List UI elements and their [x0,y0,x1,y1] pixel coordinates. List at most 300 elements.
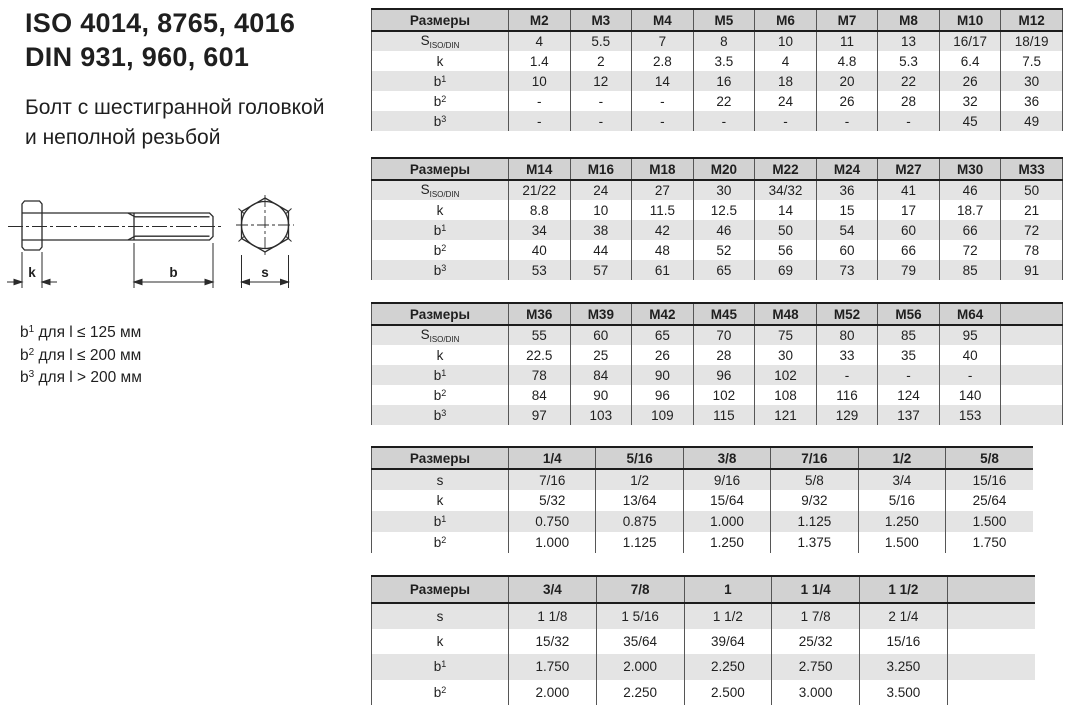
table-row [372,629,1036,655]
row-label: $b^1$ [372,71,509,91]
value-cell: 34 [509,220,571,240]
column-header: 1 1/4 [772,576,860,603]
value-cell: 14 [755,200,817,220]
value-cell: 42 [632,220,694,240]
column-header: M39 [570,303,632,325]
table-row [372,31,1063,51]
column-header: Размеры [372,447,509,469]
value-cell: 140 [939,385,1001,405]
value-cell: 18/19 [1001,31,1063,51]
value-cell: 2 [570,51,632,71]
column-header: 3/4 [509,576,597,603]
column-header: M7 [816,9,878,31]
value-cell: 103 [570,405,632,425]
value-cell: 4.8 [816,51,878,71]
value-cell [947,680,1035,706]
value-cell: 115 [693,405,755,425]
column-header: M42 [632,303,694,325]
table-row [372,91,1063,111]
column-header: M30 [939,158,1001,180]
table-row [372,200,1063,220]
table-row [372,51,1063,71]
value-cell: 8.8 [509,200,571,220]
value-cell: 1.750 [509,654,597,680]
column-header: Размеры [372,158,509,180]
value-cell: 95 [939,325,1001,345]
value-cell: 30 [693,180,755,200]
column-header: 7/16 [771,447,858,469]
table-row [372,180,1063,200]
value-cell: 15/64 [683,490,770,511]
table-row [372,511,1034,532]
value-cell: 1.4 [509,51,571,71]
row-label: s [372,469,509,490]
value-cell: 1.250 [858,511,945,532]
dimensions-table-5 [371,575,1035,705]
value-cell: 7.5 [1001,51,1063,71]
subtitle-line1: Болт с шестигранной головкой [25,96,325,119]
standard-title-din: DIN 931, 960, 601 [25,42,250,72]
value-cell: 5/16 [858,490,945,511]
value-cell: 1.125 [771,511,858,532]
row-label: $S_{ISO/DIN}$ [372,180,509,200]
centerlines [8,195,294,255]
value-cell: 0.750 [509,511,596,532]
value-cell: 13 [878,31,940,51]
value-cell: 129 [816,405,878,425]
value-cell: 3.000 [772,680,860,706]
dim-label-s: s [261,265,269,280]
row-label: k [436,347,444,363]
column-header: M64 [939,303,1001,325]
value-cell: 5/32 [509,490,596,511]
value-cell: 84 [570,365,632,385]
table-header-row [372,303,1063,325]
value-cell: 28 [693,345,755,365]
value-cell: 15 [816,200,878,220]
column-header: M12 [1001,9,1063,31]
footnotes [20,320,142,388]
row-label: $b^2$ [433,684,447,700]
value-cell: 36 [1001,91,1063,111]
value-cell: 137 [878,405,940,425]
value-cell: 21/22 [509,180,571,200]
value-cell: 61 [632,260,694,280]
column-header: M14 [509,158,571,180]
value-cell: 90 [632,365,694,385]
value-cell: 65 [632,325,694,345]
value-cell: 2 1/4 [860,603,948,629]
value-cell: 6.4 [939,51,1001,71]
value-cell: 72 [939,240,1001,260]
column-header: 1/2 [858,447,945,469]
value-cell: 91 [1001,260,1063,280]
value-cell: 30 [1001,71,1063,91]
column-header: M2 [509,9,571,31]
column-header: M3 [570,9,632,31]
row-label: $b^2$ [433,387,447,403]
bolt-technical-drawing [2,185,362,300]
value-cell: 66 [878,240,940,260]
value-cell: - [816,111,878,131]
value-cell: 38 [570,220,632,240]
value-cell: 16/17 [939,31,1001,51]
value-cell [947,654,1035,680]
column-header: 1 1/2 [860,576,948,603]
value-cell: 34/32 [755,180,817,200]
value-cell: 9/16 [683,469,770,490]
value-cell: 60 [570,325,632,345]
standard-title-iso: ISO 4014, 8765, 4016 [25,8,296,38]
value-cell: 25 [570,345,632,365]
row-label: k [436,53,444,69]
value-cell [947,603,1035,629]
value-cell: 17 [878,200,940,220]
value-cell: 2.500 [684,680,772,706]
column-header [1001,303,1063,325]
value-cell: - [509,91,571,111]
column-header: 7/8 [596,576,684,603]
column-header: M22 [755,158,817,180]
value-cell [1001,345,1063,365]
value-cell: 80 [816,325,878,345]
value-cell: 35 [878,345,940,365]
value-cell: 2.000 [596,654,684,680]
row-label: $b^1$ [372,220,509,240]
table-row [372,345,1063,365]
column-header: M10 [939,9,1001,31]
value-cell: 1 1/2 [684,603,772,629]
value-cell: 7 [632,31,694,51]
column-header: M48 [755,303,817,325]
column-header: M52 [816,303,878,325]
value-cell: 22.5 [509,345,571,365]
value-cell: 9/32 [771,490,858,511]
value-cell [1001,365,1063,385]
value-cell: 66 [939,220,1001,240]
column-header: M4 [632,9,694,31]
value-cell: 1.000 [683,511,770,532]
column-header: M45 [693,303,755,325]
table-header-row [372,447,1034,469]
value-cell: 25/64 [946,490,1033,511]
value-cell: 124 [878,385,940,405]
note-line: $b^3$ для l > 200 мм [20,369,142,386]
note-line: $b^2$ для l ≤ 200 мм [20,346,142,364]
value-cell: 12 [570,71,632,91]
value-cell: 109 [632,405,694,425]
column-header: 5/16 [596,447,683,469]
value-cell: 33 [816,345,878,365]
column-header: M33 [1001,158,1063,180]
dim-label-k: k [28,265,36,280]
table-row [372,405,1063,425]
column-header: M20 [693,158,755,180]
value-cell: 16 [693,71,755,91]
table-row [372,260,1063,280]
value-cell: 26 [939,71,1001,91]
value-cell: 1.375 [771,532,858,553]
value-cell: 2.250 [596,680,684,706]
column-header: M5 [693,9,755,31]
value-cell: 65 [693,260,755,280]
value-cell: 90 [570,385,632,405]
value-cell: - [816,365,878,385]
table-row [372,654,1036,680]
table-row [372,490,1034,511]
dimensions-table-1 [371,8,1063,131]
value-cell: 22 [693,91,755,111]
value-cell: 48 [632,240,694,260]
table-row [372,365,1063,385]
value-cell: 27 [632,180,694,200]
value-cell: 40 [509,240,571,260]
column-header: 3/8 [683,447,770,469]
dim-label-b: b [169,265,178,280]
row-label: $b^1$ [372,511,509,532]
value-cell: 55 [509,325,571,345]
value-cell: - [755,111,817,131]
value-cell: 13/64 [596,490,683,511]
value-cell: 10 [509,71,571,91]
column-header: M6 [755,9,817,31]
value-cell: 11.5 [632,200,694,220]
value-cell: 75 [755,325,817,345]
dimensions-table-4 [371,446,1033,553]
value-cell: 0.875 [596,511,683,532]
row-label: $b^3$ [372,111,509,131]
value-cell: 18 [755,71,817,91]
value-cell: 50 [755,220,817,240]
column-header: Размеры [372,576,509,603]
value-cell: 54 [816,220,878,240]
dimension-labels [28,265,269,280]
value-cell: 73 [816,260,878,280]
row-label: $b^1$ [372,654,509,680]
value-cell: 35/64 [596,629,684,655]
value-cell: 10 [570,200,632,220]
row-label: s [372,603,509,629]
value-cell: 18.7 [939,200,1001,220]
value-cell: 1 1/8 [509,603,597,629]
value-cell: 40 [939,345,1001,365]
row-label: $b^1$ [372,365,509,385]
table-row [372,111,1063,131]
value-cell: 3.250 [860,654,948,680]
value-cell: 2.8 [632,51,694,71]
value-cell: 60 [878,220,940,240]
value-cell: 45 [939,111,1001,131]
value-cell: 85 [939,260,1001,280]
value-cell: 8 [693,31,755,51]
value-cell: 85 [878,325,940,345]
value-cell: 3.500 [860,680,948,706]
value-cell: 121 [755,405,817,425]
value-cell: 26 [632,345,694,365]
value-cell: 56 [755,240,817,260]
value-cell: 5.5 [570,31,632,51]
value-cell: 97 [509,405,571,425]
dimensions-table-2 [371,157,1063,280]
bolt-head-side [22,201,42,250]
row-label: k [436,493,444,508]
value-cell: - [509,111,571,131]
column-header: M24 [816,158,878,180]
row-label: $b^2$ [433,535,447,550]
table-header-row [372,9,1063,31]
value-cell: 153 [939,405,1001,425]
value-cell: 21 [1001,200,1063,220]
value-cell: 1.000 [509,532,596,553]
value-cell: 78 [509,365,571,385]
value-cell: 70 [693,325,755,345]
value-cell: 96 [632,385,694,405]
row-label: $S_{ISO/DIN}$ [372,325,509,345]
value-cell: 24 [570,180,632,200]
column-header: M36 [509,303,571,325]
value-cell: 15/32 [509,629,597,655]
value-cell: 1 5/16 [596,603,684,629]
value-cell: 20 [816,71,878,91]
column-header: M8 [878,9,940,31]
value-cell: 5.3 [878,51,940,71]
value-cell: 36 [816,180,878,200]
value-cell: 3/4 [858,469,945,490]
value-cell: 1 7/8 [772,603,860,629]
value-cell: 78 [1001,240,1063,260]
value-cell: 57 [570,260,632,280]
value-cell: 84 [509,385,571,405]
table-row [372,325,1063,345]
value-cell: 30 [755,345,817,365]
value-cell: 2.750 [772,654,860,680]
table-row [372,603,1036,629]
row-label: $b^2$ [433,93,447,109]
table-row [372,71,1063,91]
row-label: k [436,202,444,218]
column-header: M18 [632,158,694,180]
value-cell: 41 [878,180,940,200]
column-header: Размеры [372,303,509,325]
value-cell: 26 [816,91,878,111]
table-header-row [372,576,1036,603]
column-header: M16 [570,158,632,180]
value-cell: 1.125 [596,532,683,553]
table-row [372,240,1063,260]
row-label: $S_{ISO/DIN}$ [372,31,509,51]
dimensions-table-3 [371,302,1063,425]
value-cell: 102 [755,365,817,385]
column-header: 5/8 [946,447,1033,469]
note-line: $b^1$ для l ≤ 125 мм [20,324,142,341]
value-cell: 12.5 [693,200,755,220]
value-cell: 15/16 [860,629,948,655]
value-cell: 53 [509,260,571,280]
value-cell [947,629,1035,655]
value-cell: 44 [570,240,632,260]
value-cell: 22 [878,71,940,91]
table-row [372,532,1034,553]
value-cell: - [632,91,694,111]
value-cell: - [878,365,940,385]
value-cell: - [939,365,1001,385]
value-cell: 14 [632,71,694,91]
value-cell: - [570,111,632,131]
row-label: $b^3$ [372,260,509,280]
table-row [372,680,1036,706]
row-label: k [436,633,444,649]
value-cell [1001,385,1063,405]
column-header [947,576,1035,603]
value-cell: 1/2 [596,469,683,490]
value-cell: 2.250 [684,654,772,680]
value-cell: 72 [1001,220,1063,240]
subtitle-line2: и неполной резьбой [25,126,221,149]
value-cell: 3.5 [693,51,755,71]
value-cell: 60 [816,240,878,260]
value-cell: 50 [1001,180,1063,200]
value-cell: 1.750 [946,532,1033,553]
column-header: 1 [684,576,772,603]
value-cell: 24 [755,91,817,111]
value-cell: 2.000 [509,680,597,706]
table-header-row [372,158,1063,180]
value-cell [1001,325,1063,345]
value-cell: 10 [755,31,817,51]
value-cell: 52 [693,240,755,260]
value-cell: 49 [1001,111,1063,131]
value-cell: 1.500 [946,511,1033,532]
table-row [372,469,1034,490]
value-cell: 32 [939,91,1001,111]
value-cell: 108 [755,385,817,405]
row-label: $b^3$ [372,405,509,425]
value-cell: - [878,111,940,131]
value-cell: 46 [939,180,1001,200]
value-cell: 4 [509,31,571,51]
value-cell: 15/16 [946,469,1033,490]
value-cell: 79 [878,260,940,280]
dimension-lines [7,243,289,288]
value-cell: 11 [816,31,878,51]
value-cell: 1.250 [683,532,770,553]
value-cell: - [693,111,755,131]
value-cell: 4 [755,51,817,71]
title-block [25,6,295,74]
value-cell: 5/8 [771,469,858,490]
row-label: $b^2$ [433,242,447,258]
value-cell: 96 [693,365,755,385]
value-cell: 7/16 [509,469,596,490]
value-cell: - [570,91,632,111]
table-row [372,385,1063,405]
value-cell: 28 [878,91,940,111]
column-header: M56 [878,303,940,325]
column-header: Размеры [372,9,509,31]
value-cell: - [632,111,694,131]
value-cell: 116 [816,385,878,405]
column-header: M27 [878,158,940,180]
column-header: 1/4 [509,447,596,469]
value-cell [1001,405,1063,425]
value-cell: 102 [693,385,755,405]
value-cell: 46 [693,220,755,240]
product-subtitle [25,93,324,153]
value-cell: 39/64 [684,629,772,655]
value-cell: 1.500 [858,532,945,553]
value-cell: 69 [755,260,817,280]
table-row [372,220,1063,240]
